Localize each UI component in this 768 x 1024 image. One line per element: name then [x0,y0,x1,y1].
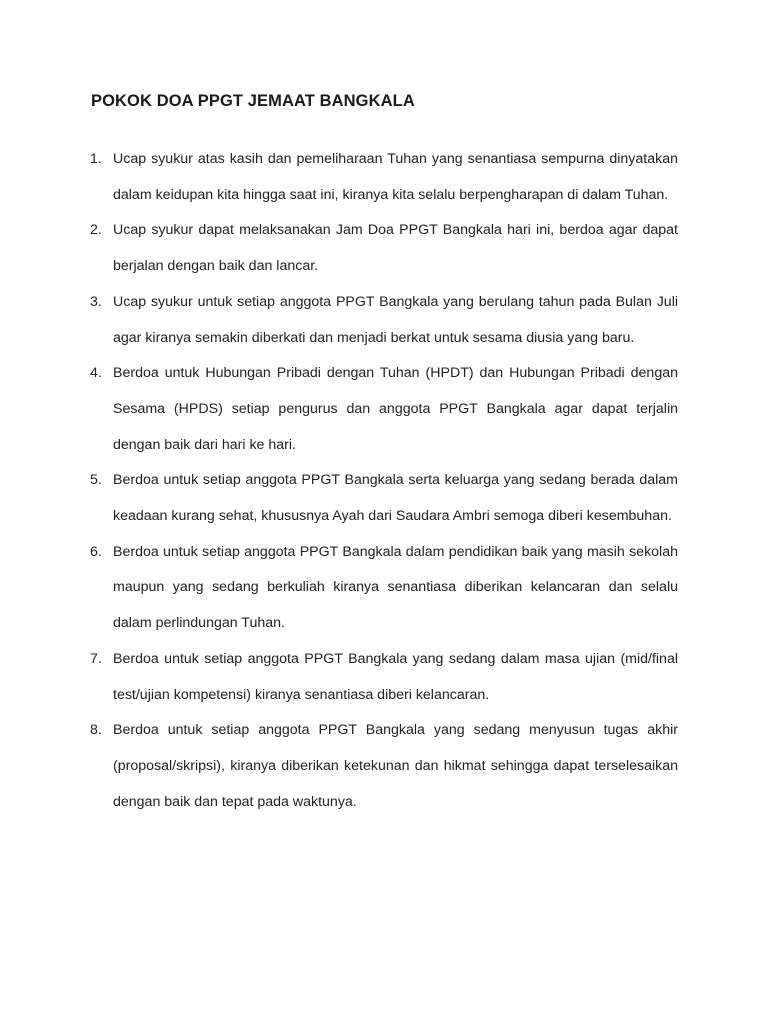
list-item-text: Ucap syukur dapat melaksanakan Jam Doa PPGT Bangkala hari ini, berdoa agar dapat berjalan dengan baik dan lancar. [113,222,678,275]
list-item-text: Berdoa untuk Hubungan Pribadi dengan Tuhan (HPDT) dan Hubungan Pribadi dengan Sesama (HPDS) setiap pengurus dan anggota PPGT Bangkala agar dapat terjalin dengan baik dari hari ke hari. [113,365,678,453]
list-item [90,463,678,534]
list-item [90,642,678,713]
prayer-list [90,142,678,820]
list-item-number: 4. [90,365,102,382]
list-item-text: Berdoa untuk setiap anggota PPGT Bangkala yang sedang dalam masa ujian (mid/final test/ujian kompetensi) kiranya senantiasa diberi kelancaran. [113,650,678,703]
list-item [90,285,678,356]
list-item [90,713,678,820]
list-item-number: 6. [90,543,102,560]
list-item-number: 8. [90,722,102,739]
list-item-number: 3. [90,293,102,310]
list-item-text: Berdoa untuk setiap anggota PPGT Bangkala yang sedang menyusun tugas akhir (proposal/skripsi), kiranya diberikan ketekunan dan hikmat sehingga dapat terselesaikan dengan baik dan tepat pada waktunya. [113,722,678,810]
list-item [90,535,678,642]
list-item-text: Ucap syukur untuk setiap anggota PPGT Bangkala yang berulang tahun pada Bulan Juli agar kiranya semakin diberkati dan menjadi berkat untuk sesama diusia yang baru. [113,293,678,346]
list-item-text: Berdoa untuk setiap anggota PPGT Bangkala serta keluarga yang sedang berada dalam keadaan kurang sehat, khususnya Ayah dari Saudara Ambri semoga diberi kesembuhan. [113,472,678,525]
list-item-text: Berdoa untuk setiap anggota PPGT Bangkala dalam pendidikan baik yang masih sekolah maupun yang sedang berkuliah kiranya senantiasa diberikan kelancaran dan selalu dalam perlindungan Tuhan. [113,543,678,632]
page-title: POKOK DOA PPGT JEMAAT BANGKALA [91,92,415,110]
list-item [90,213,678,284]
list-item-number: 1. [90,151,102,167]
list-item-number: 2. [90,222,102,239]
list-item-text: Ucap syukur atas kasih dan pemeliharaan Tuhan yang senantiasa sempurna dinyatakan dalam keidupan kita hingga saat ini, kiranya kita selalu berpengharapan di dalam Tuhan. [113,151,678,203]
list-item-number: 7. [90,650,102,667]
list-item-number: 5. [90,472,102,489]
list-item [90,356,678,463]
list-item [90,142,678,213]
